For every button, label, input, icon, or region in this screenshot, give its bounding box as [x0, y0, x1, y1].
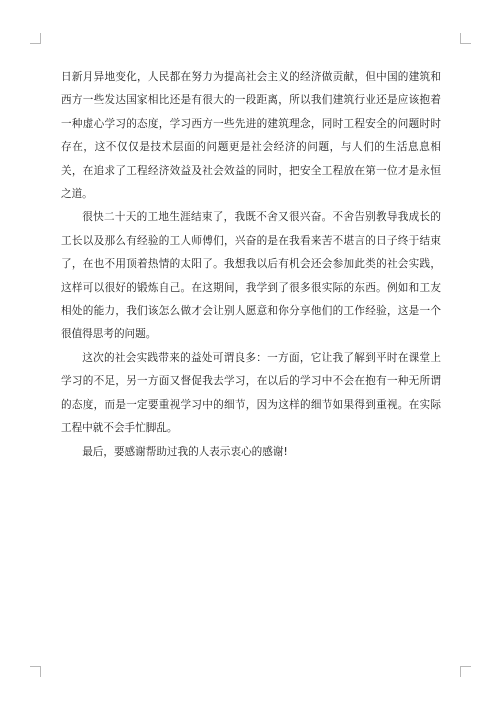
- paragraph-2: 很快二十天的工地生涯结束了，我既不舍又很兴奋。不舍告别教导我成长的工长以及那么有经验的工人师傅们，兴奋的是在我看来苦不堪言的日子终于结束了，在也不用顶着热情的太阳了。我想我以后有机会还会参加此类的社会实践，这样可以很好的锻炼自己。在这期间，我学到了很多很实际的东西。例如和工友相处的能力，我们该怎么做才会让别人愿意和你分享他们的工作经验，这是一个很值得思考的问题。: [61, 211, 441, 341]
- paragraph-1: 日新月异地变化，人民都在努力为提高社会主义的经济做贡献，但中国的建筑和西方一些发达国家相比还是有很大的一段距离，所以我们建筑行业还是应该抱着一种虚心学习的态度，学习西方一些先进的建筑理念，同时工程安全的问题时时存在，这不仅仅是技术层面的问题更是社会经济的问题，与人们的生活息息相关，在追求了工程经济效益及社会效益的同时，把安全工程放在第一位才是永恒之道。: [61, 71, 441, 201]
- paragraph-4: 最后，要感谢帮助过我的人表示衷心的感谢!: [82, 445, 288, 458]
- crop-mark-bottom-left: [30, 666, 41, 677]
- crop-mark-top-right: [460, 33, 471, 44]
- crop-mark-bottom-right: [460, 666, 471, 677]
- document-body: [61, 66, 441, 464]
- crop-mark-top-left: [30, 33, 41, 44]
- paragraph-3: 这次的社会实践带来的益处可谓良多：一方面，它让我了解到平时在课堂上学习的不足，另一方面又督促我去学习，在以后的学习中不会在抱有一种无所谓的态度，而是一定要重视学习中的细节，因为这样的细节如果得到重视。在实际工程中就不会手忙脚乱。: [61, 351, 441, 435]
